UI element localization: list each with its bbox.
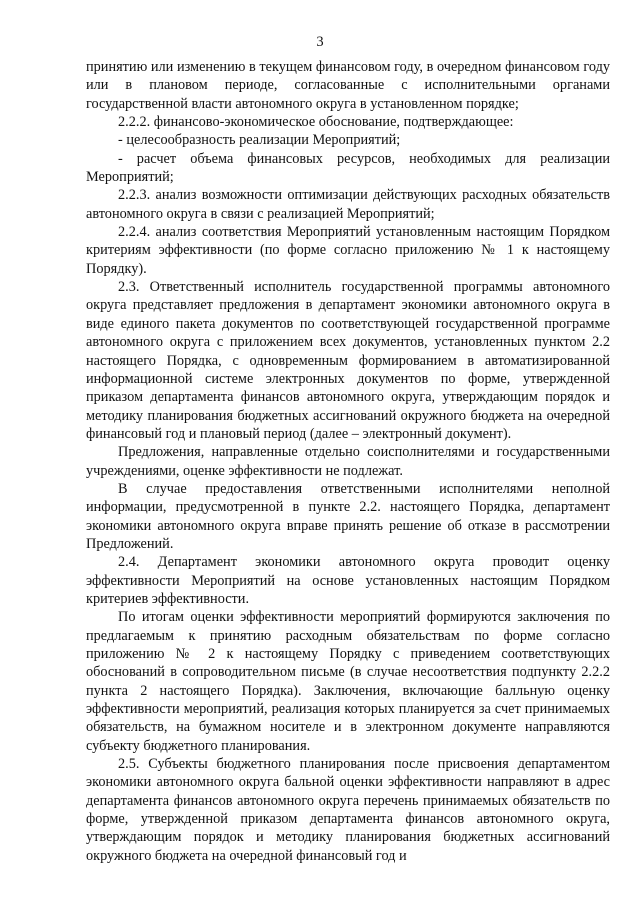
document-body	[86, 58, 610, 865]
paragraph-2-3: 2.3. Ответственный исполнитель государственной программы автономного округа представляет предложения в департамент экономики автономного округа в виде единого пакета документов по соответствующей государственной программе автономного округа с приложением всех документов, установленных пунктом 2.2 настоящего Порядка, с одновременным формированием в автоматизированной информационной системе электронных документов по форме, утвержденной приказом департамента финансов автономного округа, утверждающим порядок и методику планирования бюджетных ассигнований окружного бюджета на очередной финансовый год и плановый период (далее – электронный документ).	[86, 279, 610, 442]
list-item-feasibility: - целесообразность реализации Мероприятий;	[118, 132, 401, 149]
paragraph-2-4: 2.4. Департамент экономики автономного округа проводит оценку эффективности Мероприятий на основе установленных настоящим Порядком критериев эффективности.	[86, 554, 610, 607]
page-number: 3	[316, 34, 324, 50]
paragraph-2-2-4: 2.2.4. анализ соответствия Мероприятий установленным настоящим Порядком критериям эффективности (по форме согласно приложению № 1 к настоящему Порядку).	[86, 224, 610, 277]
paragraph-proposals: Предложения, направленные отдельно соисполнителями и государственными учреждениями, оценке эффективности не подлежат.	[86, 444, 610, 479]
paragraph-2-2-2: 2.2.2. финансово-экономическое обоснование, подтверждающее:	[118, 114, 514, 131]
paragraph-conclusions: По итогам оценки эффективности мероприятий формируются заключения по предлагаемым к принятию расходным обязательствам по форме согласно приложению № 2 к настоящему Порядку с приведением соответствующих обоснований в сопроводительном письме (в случае несоответствия подпункту 2.2.2 пункта 2 настоящего Порядка). Заключения, включающие балльную оценку эффективности мероприятий, реализация которых планируется за счет принимаемых обязательств, на бумажном носителе и в электронном документе направляются субъекту бюджетного планирования.	[86, 609, 610, 754]
list-item-resource-calculation: - расчет объема финансовых ресурсов, необходимых для реализации Мероприятий;	[86, 150, 610, 186]
paragraph-2-5: 2.5. Субъекты бюджетного планирования после присвоения департаментом экономики автономного округа бальной оценки эффективности направляют в адрес департамента финансов автономного округа перечень принимаемых обязательств по форме, утвержденной приказом департамента финансов автономного округа, утверждающим порядок и методику планирования бюджетных ассигнований окружного бюджета на очередной финансовый год и	[86, 756, 610, 864]
paragraph-2-2-3: 2.2.3. анализ возможности оптимизации действующих расходных обязательств автономного округа в связи с реализацией Мероприятий;	[86, 187, 610, 222]
paragraph-continuation: принятию или изменению в текущем финансовом году, в очередном финансовом году или в плановом периоде, согласованные с исполнительными органами государственной власти автономного округа в установленном порядке;	[86, 59, 610, 112]
paragraph-incomplete-info: В случае предоставления ответственными исполнителями неполной информации, предусмотренной в пункте 2.2. настоящего Порядка, департамент экономики автономного округа вправе принять решение об отказе в рассмотрении Предложений.	[86, 480, 610, 552]
